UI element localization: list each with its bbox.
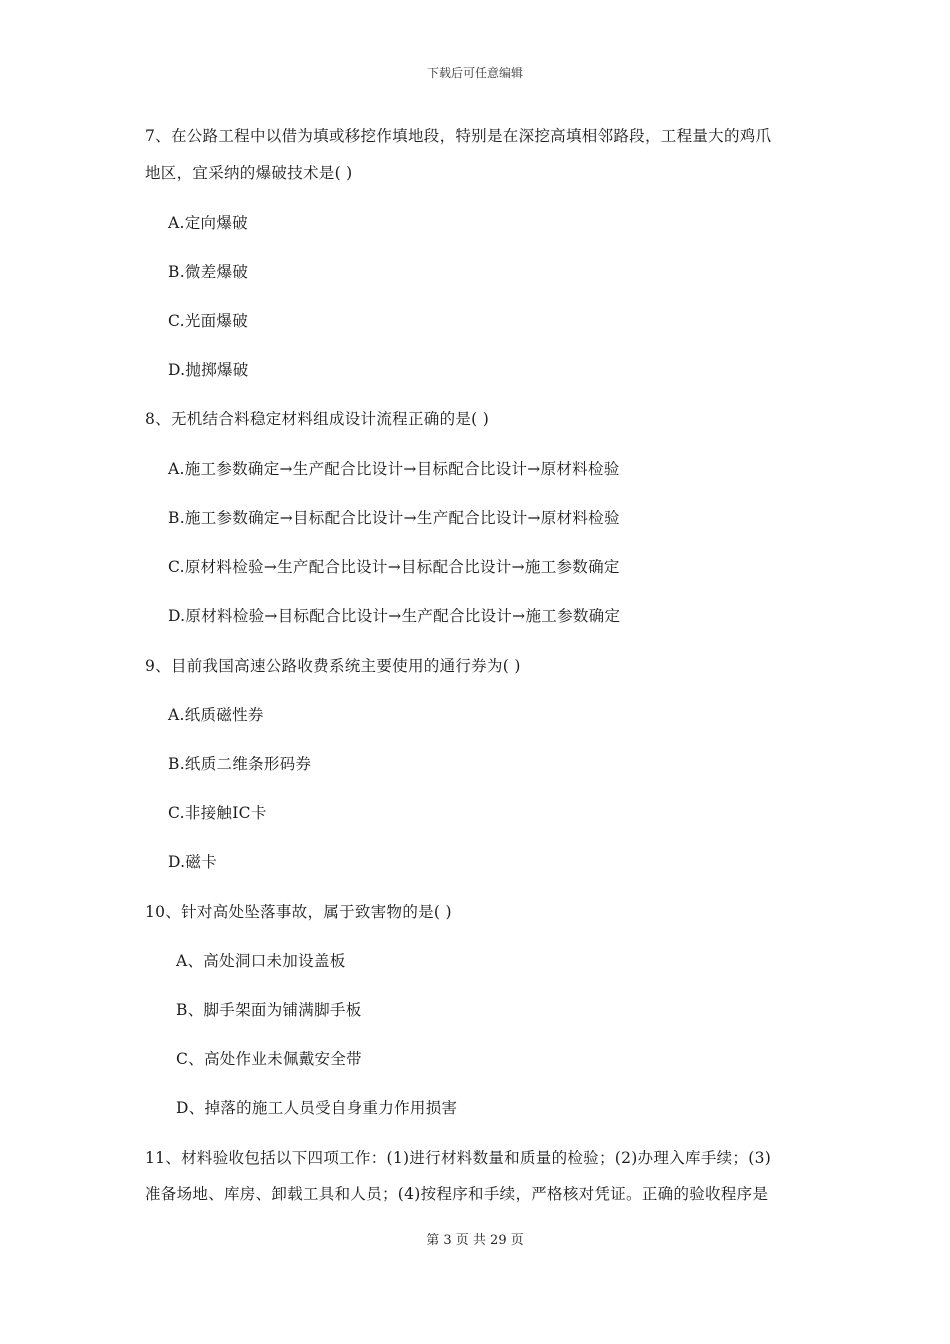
question-7-option-b: B.微差爆破 bbox=[168, 263, 249, 281]
question-8-option-d: D.原材料检验→目标配合比设计→生产配合比设计→施工参数确定 bbox=[168, 607, 621, 625]
question-8-text: 8、无机结合料稳定材料组成设计流程正确的是( ) bbox=[145, 410, 490, 428]
page-header: 下载后可任意编辑 bbox=[426, 66, 523, 80]
question-8-option-b: B.施工参数确定→目标配合比设计→生产配合比设计→原材料检验 bbox=[168, 509, 620, 527]
question-10-option-a: A、高处洞口未加设盖板 bbox=[176, 952, 346, 970]
question-7-option-d: D.抛掷爆破 bbox=[168, 361, 249, 379]
question-9-option-b: B.纸质二维条形码券 bbox=[168, 755, 312, 773]
question-11-text-line-2: 准备场地、库房、卸载工具和人员；(4)按程序和手续，严格核对凭证。正确的验收程序是 bbox=[145, 1185, 769, 1203]
question-9-text: 9、目前我国高速公路收费系统主要使用的通行券为( ) bbox=[145, 657, 521, 675]
question-8-option-c: C.原材料检验→生产配合比设计→目标配合比设计→施工参数确定 bbox=[168, 558, 620, 576]
question-10-text: 10、针对高处坠落事故，属于致害物的是( ) bbox=[145, 903, 452, 921]
question-7-option-a: A.定向爆破 bbox=[168, 214, 248, 232]
question-7-text-line-2: 地区，宜采纳的爆破技术是( ) bbox=[145, 164, 353, 182]
question-7-text-line-1: 7、在公路工程中以借为填或移挖作填地段，特别是在深挖高填相邻路段，工程量大的鸡爪 bbox=[145, 127, 772, 145]
question-10-option-c: C、高处作业未佩戴安全带 bbox=[176, 1050, 362, 1068]
question-7-option-c: C.光面爆破 bbox=[168, 312, 249, 330]
question-9-option-a: A.纸质磁性券 bbox=[168, 706, 264, 724]
question-9-option-d: D.磁卡 bbox=[168, 853, 218, 871]
question-11-text-line-1: 11、材料验收包括以下四项工作：(1)进行材料数量和质量的检验；(2)办理入库手续；(3) bbox=[145, 1149, 772, 1167]
page-footer: 第 3 页 共 29 页 bbox=[426, 1233, 524, 1248]
question-8-option-a: A.施工参数确定→生产配合比设计→目标配合比设计→原材料检验 bbox=[168, 460, 620, 478]
question-10-option-d: D、掉落的施工人员受自身重力作用损害 bbox=[176, 1099, 458, 1117]
question-9-option-c: C.非接触IC卡 bbox=[168, 804, 267, 822]
question-10-option-b: B、脚手架面为铺满脚手板 bbox=[176, 1001, 362, 1019]
